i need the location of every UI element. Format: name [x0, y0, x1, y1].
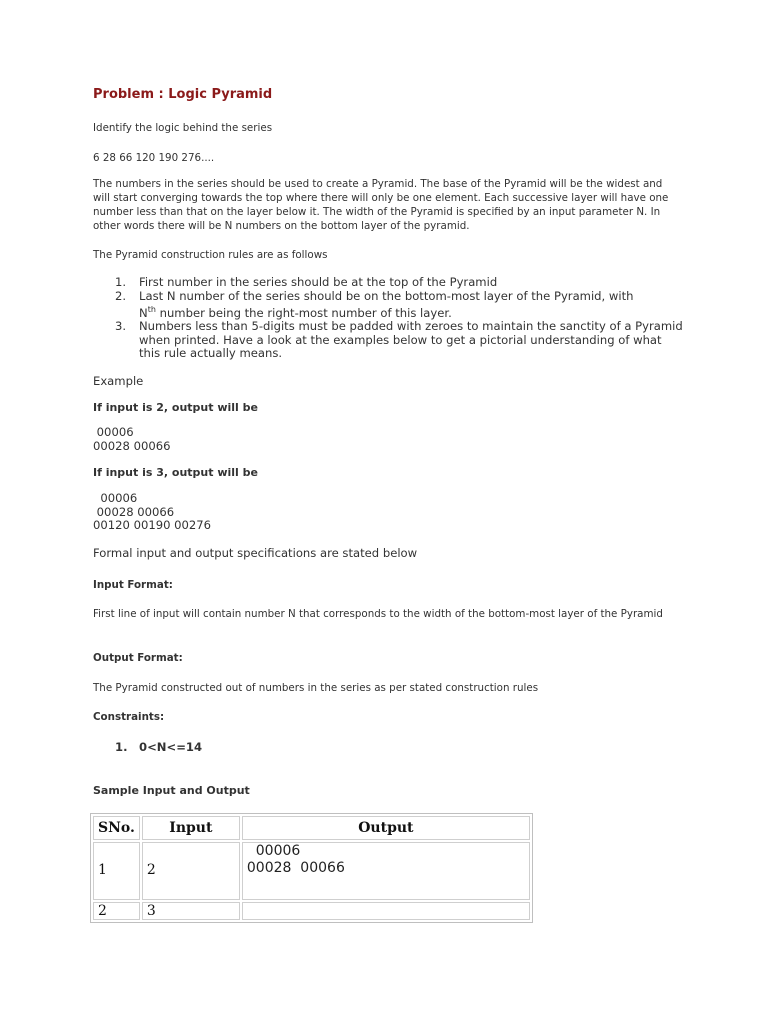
- cell-sno: 1: [93, 842, 140, 900]
- pyramid-line: 00006: [93, 491, 138, 505]
- constraint-text: 0<N<=14: [139, 740, 203, 754]
- rule-number: 2.: [115, 288, 127, 303]
- output-format-text: The Pyramid constructed out of numbers in the series as per stated construction rules: [93, 682, 539, 694]
- formal-spec-text: Formal input and output specifications are stated below: [93, 546, 418, 560]
- pyramid-line: 00028 00066: [93, 504, 175, 519]
- intro-text: Identify the logic behind the series: [93, 122, 273, 134]
- header-sno: SNo.: [93, 816, 140, 840]
- rule-text: First number in the series should be at the top of the Pyramid: [139, 275, 498, 289]
- input-format-heading: Input Format:: [93, 579, 173, 591]
- rules-intro: The Pyramid construction rules are as follows: [93, 249, 328, 261]
- rule-text: Numbers less than 5-digits must be padded with zeroes to maintain the sanctity of a Pyramid when printed. Have a look at the examples below to get a pictorial understanding of what this rule actually means.: [139, 319, 683, 361]
- header-output: Output: [242, 816, 530, 840]
- header-input: Input: [142, 816, 240, 840]
- cell-input: 3: [142, 902, 240, 920]
- constraint-number: 1.: [115, 740, 128, 754]
- example1-output: [93, 426, 170, 453]
- table-header-row: [93, 816, 530, 840]
- rule-text-sup: th: [147, 305, 156, 314]
- rule-text-n: N: [139, 305, 148, 320]
- sample-heading: Sample Input and Output: [93, 784, 250, 797]
- input-format-text: First line of input will contain number N that corresponds to the width of the bottom-most layer of the Pyramid: [93, 608, 663, 620]
- example2-heading: If input is 3, output will be: [93, 466, 258, 479]
- rule-text-rest: number being the right-most number of this layer.: [155, 305, 452, 320]
- rule-item: [93, 276, 683, 290]
- sample-table: [90, 813, 533, 923]
- cell-sno: 2: [93, 902, 140, 920]
- rule-number: 3.: [115, 319, 127, 334]
- cell-input: 2: [142, 842, 240, 900]
- constraint-item: [115, 740, 202, 754]
- rule-item: [93, 320, 683, 361]
- rules-list: [93, 276, 683, 361]
- example-label: Example: [93, 374, 144, 388]
- table-row: [93, 902, 530, 920]
- pyramid-line: 00120 00190 00276: [93, 518, 212, 532]
- description-text: The numbers in the series should be used to create a Pyramid. The base of the Pyramid will be the widest and will start converging towards the top where there will only be one element. Each successive layer will have one number less than that on the layer below it. The width of the Pyramid is specified by an input parameter N. In other words there will be N numbers on the bottom layer of the pyramid.: [93, 178, 669, 232]
- rule-item: [93, 290, 683, 321]
- example1-heading: If input is 2, output will be: [93, 401, 258, 414]
- rule-number: 1.: [115, 275, 127, 289]
- cell-output: 00006 00028 00066: [242, 842, 530, 900]
- example2-output: [93, 492, 211, 533]
- rule-text: Last N number of the series should be on the bottom-most layer of the Pyramid, with: [139, 288, 634, 303]
- output-format-heading: Output Format:: [93, 652, 183, 664]
- pyramid-line: 00028 00066: [93, 438, 171, 453]
- page-title: Problem : Logic Pyramid: [93, 87, 273, 102]
- constraints-heading: Constraints:: [93, 711, 165, 723]
- table-row: [93, 842, 530, 900]
- cell-output: [242, 902, 530, 920]
- pyramid-line: 00006: [93, 425, 134, 439]
- series-text: 6 28 66 120 190 276....: [93, 152, 215, 164]
